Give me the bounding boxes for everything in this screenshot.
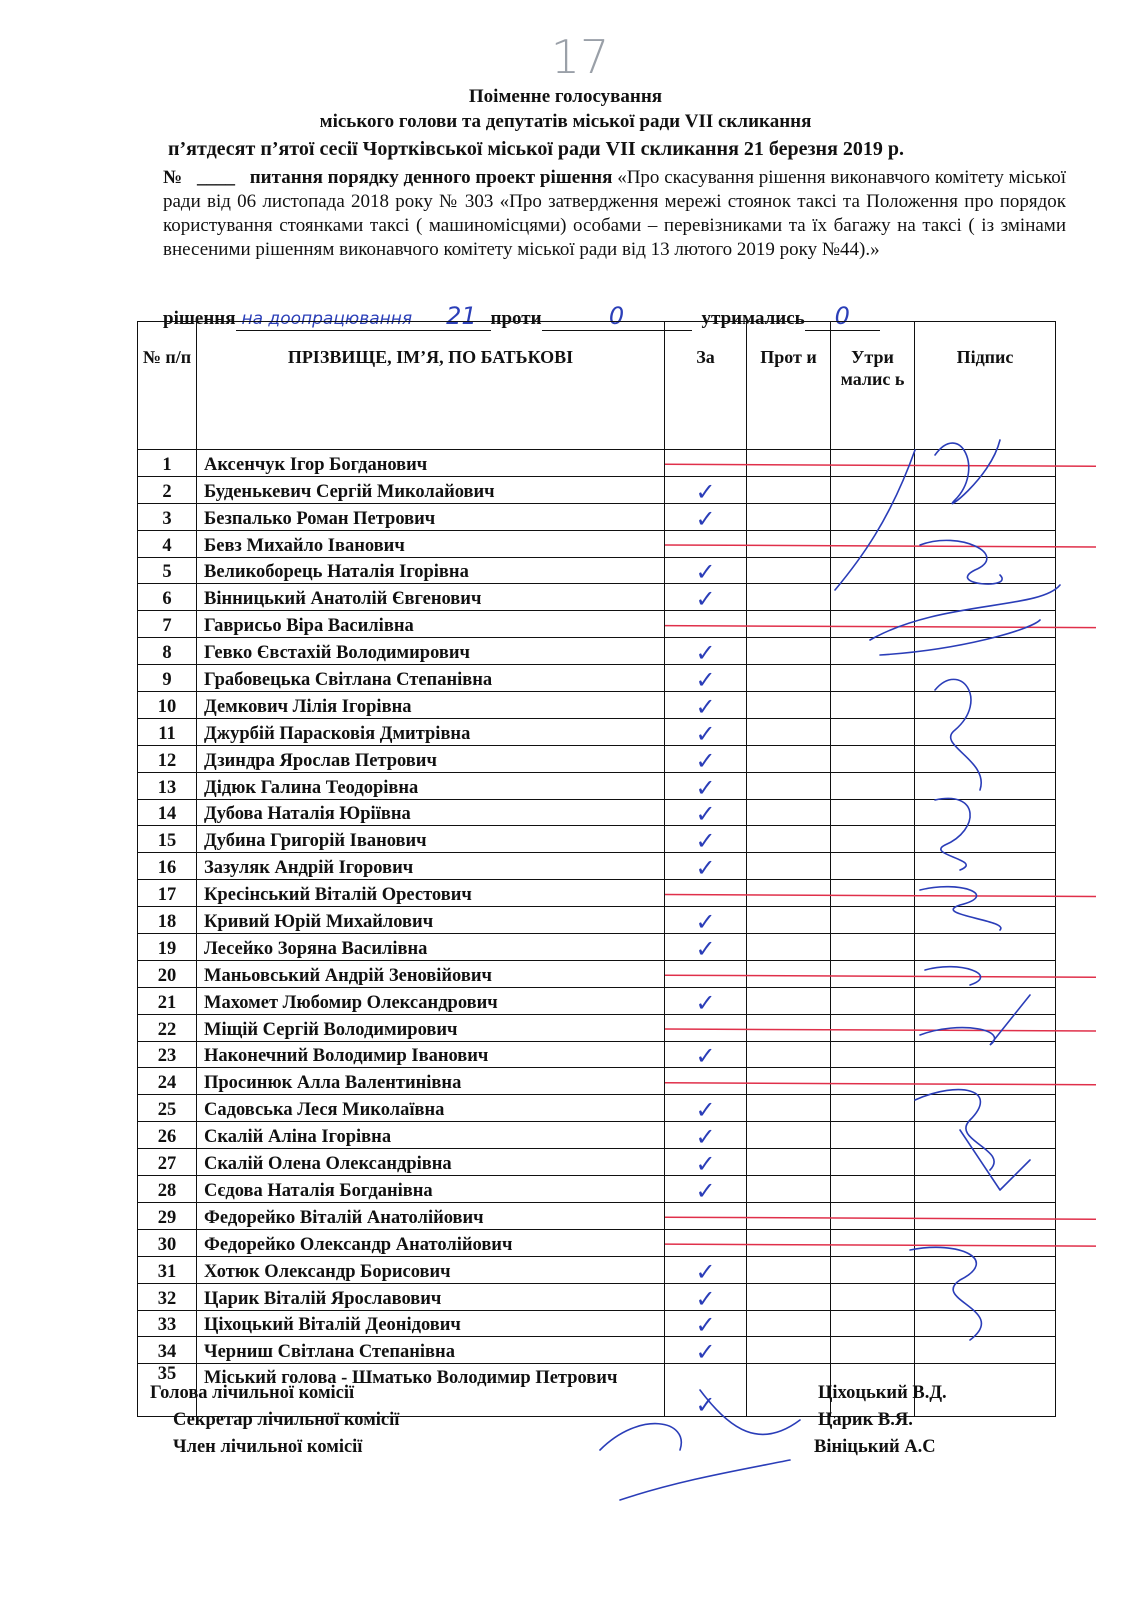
header-number: № п/п (138, 322, 197, 450)
row-number: 13 (138, 772, 197, 799)
check-mark-icon: ✓ (695, 1096, 716, 1125)
row-name: Дідюк Галина Теодорівна (197, 772, 665, 799)
row-number: 24 (138, 1068, 197, 1095)
row-number: 33 (138, 1310, 197, 1337)
check-mark-icon: ✓ (695, 746, 716, 775)
check-mark-icon: ✓ (695, 988, 716, 1017)
row-name: Грабовецька Світлана Степанівна (197, 665, 665, 692)
row-name: Міщій Сергій Володимирович (197, 1014, 665, 1041)
row-name: Гевко Євстахій Володимирович (197, 638, 665, 665)
row-name: Аксенчук Ігор Богданович (197, 450, 665, 477)
row-number: 23 (138, 1041, 197, 1068)
check-mark-icon: ✓ (695, 854, 716, 883)
row-name: Кривий Юрій Михайлович (197, 907, 665, 934)
check-mark-icon: ✓ (695, 908, 716, 937)
row-number: 3 (138, 503, 197, 530)
absence-strike-lines (665, 464, 1096, 1246)
row-number: 1 (138, 450, 197, 477)
absence-strike-line (665, 1083, 1096, 1085)
row-name: Зазуляк Андрій Ігорович (197, 853, 665, 880)
abstained-label: утримались (701, 308, 805, 329)
check-mark-icon: ✓ (695, 504, 716, 533)
session-line: п’ятдесят п’ятої сесії Чортківської міської ради VІІ скликання 21 березня 2019 р. (168, 138, 905, 160)
row-name: Безпалько Роман Петрович (197, 503, 665, 530)
signature-scribble (910, 1247, 981, 1340)
check-mark-icon: ✓ (695, 934, 716, 963)
check-mark-icon: ✓ (695, 1176, 716, 1205)
row-name: Черниш Світлана Степанівна (197, 1337, 665, 1364)
check-mark-icon: ✓ (695, 1391, 716, 1420)
check-mark-icon: ✓ (695, 639, 716, 668)
commission-secretary-name: Царик В.Я. (818, 1410, 913, 1430)
question-text: «Про скасування рішення виконавчого комітету міської ради від 06 листопада 2018 року № 303 «Про затвердження мережі стоянок таксі та Положення про порядок користування стоянками таксі ( машиномісцями) особами – перевізниками та їх багажу на таксі ( із змінами внесеними рішенням виконавчого комітету міської ради від 13 лютого 2019 року №44).» (163, 167, 1067, 260)
row-number: 12 (138, 745, 197, 772)
commission-member-label: Член лічильної комісії (173, 1437, 363, 1457)
row-name: Садовська Леся Миколаївна (197, 1095, 665, 1122)
row-number: 10 (138, 692, 197, 719)
row-name: Федорейко Віталій Анатолійович (197, 1202, 665, 1229)
row-name: Просинюк Алла Валентинівна (197, 1068, 665, 1095)
row-number: 28 (138, 1176, 197, 1203)
commission-head-name: Ціхоцький В.Д. (818, 1383, 947, 1403)
check-mark-icon: ✓ (695, 827, 716, 856)
row-name: Бевз Михайло Іванович (197, 530, 665, 557)
row-name: Царик Віталій Ярославович (197, 1283, 665, 1310)
row-number: 19 (138, 934, 197, 961)
row-name: Міський голова - Шматько Володимир Петрович (197, 1364, 665, 1417)
row-name: Демкович Лілія Ігорівна (197, 692, 665, 719)
row-name: Скалій Олена Олександрівна (197, 1149, 665, 1176)
check-mark-icon: ✓ (695, 1311, 716, 1340)
row-number: 9 (138, 665, 197, 692)
absence-strike-line (665, 545, 1096, 547)
signature-scribble (870, 585, 1060, 655)
row-number: 8 (138, 638, 197, 665)
check-mark-icon: ✓ (695, 1257, 716, 1286)
absence-strike-line (665, 975, 1096, 977)
row-number: 6 (138, 584, 197, 611)
question-number-blank: ____ (196, 167, 235, 188)
header-for: За (665, 322, 747, 450)
absence-strike-line (665, 1217, 1096, 1219)
row-name: Вінницький Анатолій Євгенович (197, 584, 665, 611)
row-number: 11 (138, 718, 197, 745)
row-name: Дубова Наталія Юріївна (197, 799, 665, 826)
row-name: Гаврисьо Віра Василівна (197, 611, 665, 638)
row-number: 16 (138, 853, 197, 880)
decision-label: рішення (163, 308, 236, 329)
row-name: Хотюк Олександр Борисович (197, 1256, 665, 1283)
row-name: Маньовський Андрій Зеновійович (197, 960, 665, 987)
row-number: 4 (138, 530, 197, 557)
check-mark-icon: ✓ (695, 1284, 716, 1313)
check-mark-icon: ✓ (695, 558, 716, 587)
commission-member-name: Вініцький А.С (814, 1437, 936, 1457)
against-count: 0 (608, 302, 625, 330)
check-mark-icon: ✓ (695, 1150, 716, 1179)
check-mark-icon: ✓ (695, 719, 716, 748)
absence-strike-line (665, 1029, 1096, 1031)
signature-scribble (935, 679, 981, 790)
page-number: 17 (550, 30, 610, 84)
row-name: Великоборець Наталія Ігорівна (197, 557, 665, 584)
row-number: 32 (138, 1283, 197, 1310)
question-intro: питання порядку денного проект рішення (249, 167, 613, 188)
question-number-label: № (163, 167, 183, 188)
signature-scribble (960, 1130, 1030, 1190)
row-name: Ціхоцький Віталій Деонідович (197, 1310, 665, 1337)
absence-strike-line (665, 1244, 1096, 1246)
check-mark-icon: ✓ (695, 585, 716, 614)
for-count: 21 (446, 302, 477, 330)
row-number: 14 (138, 799, 197, 826)
row-number: 2 (138, 476, 197, 503)
row-number: 26 (138, 1122, 197, 1149)
document-subtitle: міського голови та депутатів міської ради VІІ скликання (319, 111, 812, 132)
check-mark-icon: ✓ (695, 1338, 716, 1367)
row-number: 25 (138, 1095, 197, 1122)
check-mark-icon: ✓ (695, 800, 716, 829)
row-number: 27 (138, 1149, 197, 1176)
check-mark-icon: ✓ (695, 692, 716, 721)
signature-scribble (935, 798, 970, 870)
row-name: Скалій Аліна Ігорівна (197, 1122, 665, 1149)
row-number: 17 (138, 880, 197, 907)
row-number: 30 (138, 1229, 197, 1256)
header-against: Прот и (747, 322, 831, 450)
row-name: Сєдова Наталія Богданівна (197, 1176, 665, 1203)
signature-scribble (835, 450, 915, 590)
signatures (600, 440, 1060, 1500)
row-number: 31 (138, 1256, 197, 1283)
row-name: Наконечний Володимир Іванович (197, 1041, 665, 1068)
row-name: Буденькевич Сергій Миколайович (197, 476, 665, 503)
row-name: Джурбій Парасковія Дмитрівна (197, 718, 665, 745)
check-mark-icon: ✓ (695, 1123, 716, 1152)
row-number: 22 (138, 1014, 197, 1041)
header-abstain: Утри малис ь (831, 322, 915, 450)
header-name: ПРІЗВИЩЕ, ІМ’Я, ПО БАТЬКОВІ (197, 322, 665, 450)
commission-head-label: Голова лічильної комісії (150, 1383, 355, 1403)
row-name: Махомет Любомир Олександрович (197, 987, 665, 1014)
document-title: Поіменне голосування (468, 86, 663, 107)
row-number: 35 (138, 1364, 197, 1417)
row-number: 15 (138, 826, 197, 853)
check-mark-icon: ✓ (695, 477, 716, 506)
row-name: Дубина Григорій Іванович (197, 826, 665, 853)
check-mark-icon: ✓ (695, 773, 716, 802)
signature-scribble (915, 1090, 994, 1170)
against-label: проти (490, 308, 542, 329)
row-name: Кресінський Віталій Орестович (197, 880, 665, 907)
check-mark-icon: ✓ (695, 1042, 716, 1071)
signature-scribble (920, 995, 1030, 1045)
row-name: Дзиндра Ярослав Петрович (197, 745, 665, 772)
row-number: 5 (138, 557, 197, 584)
row-number: 34 (138, 1337, 197, 1364)
absence-strike-line (665, 895, 1096, 897)
row-number: 21 (138, 987, 197, 1014)
header-signature: Підпис (915, 322, 1056, 450)
signature-scribble (600, 1390, 800, 1450)
absence-strike-line (665, 464, 1096, 466)
abstained-count: 0 (834, 302, 850, 330)
check-mark-icon: ✓ (695, 666, 716, 695)
row-name: Лесейко Зоряна Василівна (197, 934, 665, 961)
decision-value: на доопрацювання (241, 309, 413, 329)
row-number: 7 (138, 611, 197, 638)
row-number: 18 (138, 907, 197, 934)
row-number: 29 (138, 1202, 197, 1229)
signature-scribble (920, 887, 1001, 930)
commission-secretary-label: Секретар лічильної комісії (173, 1410, 400, 1430)
signature-scribble (620, 1460, 790, 1500)
signature-scribble (935, 440, 1000, 504)
row-name: Федорейко Олександр Анатолійович (197, 1229, 665, 1256)
row-number: 20 (138, 960, 197, 987)
